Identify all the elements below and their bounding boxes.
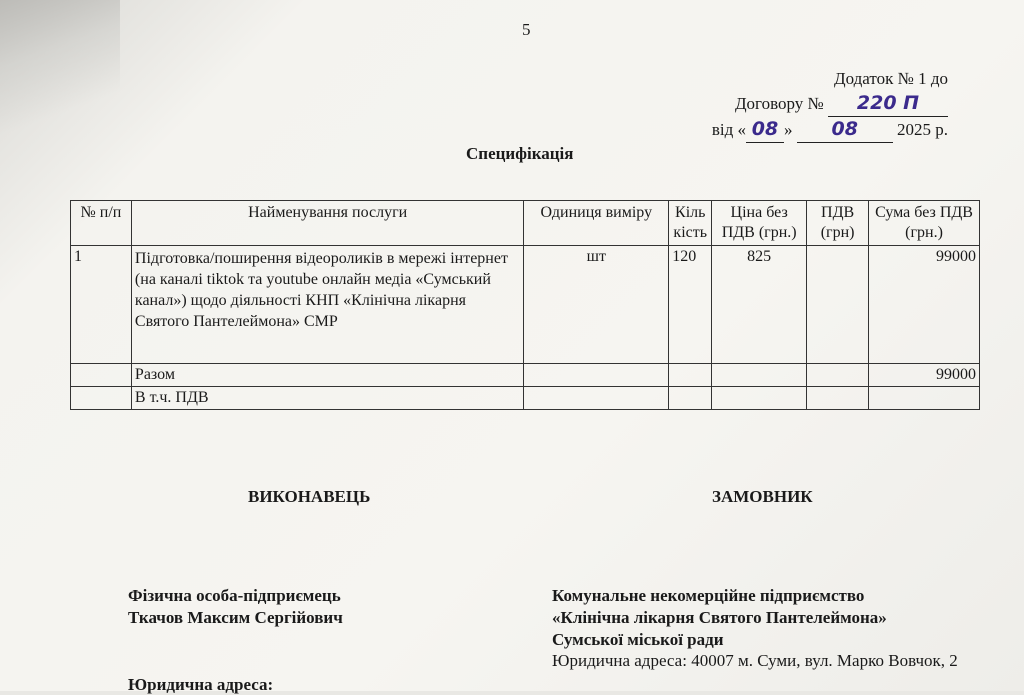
total-empty-cell	[807, 364, 869, 387]
header-vat: ПДВ (грн)	[807, 201, 869, 246]
vat-empty-cell	[869, 387, 980, 410]
cell-vat	[807, 246, 869, 364]
addendum-line-2	[712, 91, 948, 117]
customer-address: Юридична адреса: 40007 м. Суми, вул. Марко Вовчок, 2	[552, 651, 958, 670]
contract-number: 220 П	[828, 91, 948, 117]
executor-address-label: Юридична адреса:	[128, 675, 274, 694]
executor-title: ВИКОНАВЕЦЬ	[248, 487, 371, 506]
executor-line-2: Ткачов Максим Сергійович	[128, 608, 343, 627]
vat-row	[71, 387, 980, 410]
total-empty-cell	[524, 364, 669, 387]
executor-line-1: Фізична особа-підприємець	[128, 586, 341, 605]
page-number: 5	[522, 20, 531, 39]
total-sum: 99000	[869, 364, 980, 387]
date-day: 08	[746, 117, 784, 143]
date-suffix: 2025 р.	[897, 120, 948, 139]
vat-empty-cell	[712, 387, 807, 410]
page-fold-shadow	[0, 0, 120, 150]
specification-table	[70, 200, 980, 410]
table-row	[71, 246, 980, 364]
customer-line-1: Комунальне некомерційне підприємство	[552, 586, 865, 605]
header-num: № п/п	[71, 201, 132, 246]
addendum-line-1: Додаток № 1 до	[834, 69, 948, 88]
vat-empty-cell	[669, 387, 712, 410]
header-qty: Кіль кість	[669, 201, 712, 246]
executor-block	[128, 585, 343, 629]
vat-empty-cell	[71, 387, 132, 410]
addendum-header	[712, 66, 948, 143]
header-unit: Одиниця виміру	[524, 201, 669, 246]
cell-num: 1	[71, 246, 132, 364]
customer-line-2: «Клінічна лікарня Святого Пантелеймона»	[552, 608, 887, 627]
date-prefix: від «	[711, 120, 746, 139]
total-row	[71, 364, 980, 387]
vat-label: В т.ч. ПДВ	[131, 387, 523, 410]
total-empty-cell	[712, 364, 807, 387]
customer-line-3: Сумської міської ради	[552, 630, 724, 649]
cell-unit: шт	[524, 246, 669, 364]
customer-title: ЗАМОВНИК	[712, 487, 813, 506]
vat-empty-cell	[807, 387, 869, 410]
date-month: 08	[797, 117, 893, 143]
header-service: Найменування послуги	[131, 201, 523, 246]
table-header-row	[71, 201, 980, 246]
vat-empty-cell	[524, 387, 669, 410]
cell-price: 825	[712, 246, 807, 364]
header-sum: Сума без ПДВ (грн.)	[869, 201, 980, 246]
contract-label: Договору №	[734, 94, 824, 113]
header-price: Ціна без ПДВ (грн.)	[712, 201, 807, 246]
total-empty-cell	[71, 364, 132, 387]
document-title: Специфікація	[466, 144, 574, 163]
customer-block	[552, 585, 887, 651]
cell-sum: 99000	[869, 246, 980, 364]
cell-service: Підготовка/поширення відеороликів в мережі інтернет (на каналі tiktok та youtube онлайн медіа «Сумський канал») щодо діяльності КНП «Клінічна лікарня Святого Пантелеймона» СМР	[131, 246, 523, 364]
total-label: Разом	[131, 364, 523, 387]
addendum-line-3	[712, 117, 948, 143]
cell-qty: 120	[669, 246, 712, 364]
total-empty-cell	[669, 364, 712, 387]
date-mid: »	[784, 120, 793, 139]
